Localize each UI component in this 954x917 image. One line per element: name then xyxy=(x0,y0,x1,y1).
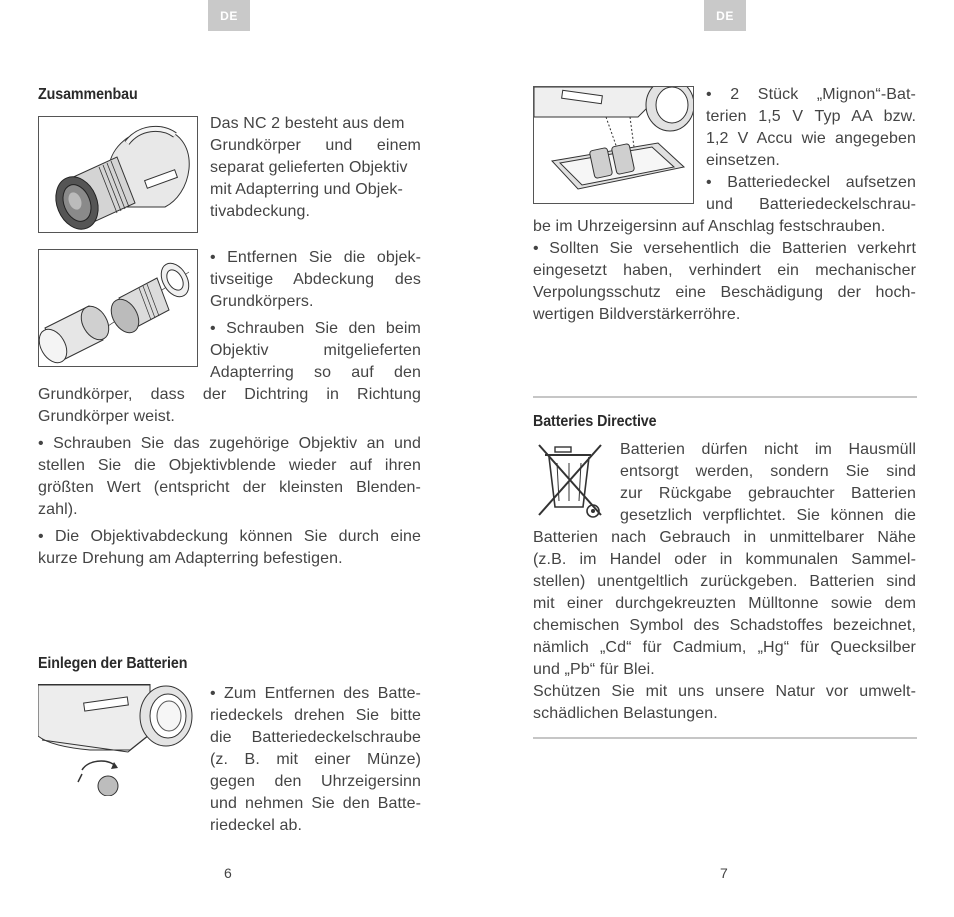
section-heading-batterien: Einlegen der Batterien xyxy=(38,655,188,672)
directive-line-2: entsorgt werden, sondern Sie sind xyxy=(620,463,916,480)
battery-cover-continued xyxy=(533,216,916,326)
battery-b1-line-4: (z. B. mit einer Münze) xyxy=(210,751,421,768)
battery-b1-line-7: riedeckel ab. xyxy=(210,817,303,834)
figure-wheelie-bin xyxy=(533,441,609,521)
assembly-b4-line-2: kurze Drehung am Adapterring befestigen. xyxy=(38,550,343,567)
page-number-left: 6 xyxy=(224,865,232,881)
battery-b1-line-1: • Zum Entfernen des Batte- xyxy=(210,685,421,702)
assembly-bullet-2-continued xyxy=(38,384,421,428)
polarity-line-2: eingesetzt haben, verhindert ein mechanischer xyxy=(533,262,916,279)
directive-cont-line-1: Batterien nach Gebrauch in unmittelbarer Nähe xyxy=(533,529,916,546)
directive-cont-line-2: (z.B. im Handel oder in kommunalen Sammel- xyxy=(533,551,916,568)
intro-line-4: mit Adapterring und Objek- xyxy=(210,181,403,198)
battery-insert-line-1: • 2 Stück „Mignon“-Bat- xyxy=(706,86,916,103)
crossed-out-wheelie-bin-icon xyxy=(533,441,609,521)
directive-cont-line-6: nämlich „Cd“ für Cadmium, „Hg“ für Quecksilber xyxy=(533,639,916,656)
language-tab-left: DE xyxy=(208,0,250,31)
assembly-b1-line-3: Grundkörpers. xyxy=(210,293,314,310)
directive-line-1: Batterien dürfen nicht im Hausmüll xyxy=(620,441,916,458)
language-tab-right: DE xyxy=(704,0,746,31)
assembly-b3-line-2: stellen Sie die Objektivblende wieder auf ihren xyxy=(38,457,421,474)
battery-insert-text xyxy=(706,84,916,216)
divider-top xyxy=(533,396,917,398)
assembly-b4-line-1: • Die Objektivabdeckung können Sie durch eine xyxy=(38,528,421,545)
assembly-b2-line-3: Adapterring so auf den xyxy=(210,364,421,381)
directive-cont-line-5: chemischen Symbol des Schadstoffes bezeichnet, xyxy=(533,617,916,634)
assembly-b2-cont-line-1: Grundkörper, dass der Dichtring in Richtung xyxy=(38,386,421,403)
figure-battery-cover xyxy=(38,684,198,796)
battery-removal-text xyxy=(210,683,421,837)
directive-cont-line-3: stellen) unentgeltlich zurückgeben. Batterien sind xyxy=(533,573,916,590)
battery-insert-line-3: 1,2 V Accu wie angegeben xyxy=(706,130,916,147)
polarity-line-3: Verpolungsschutz eine Beschädigung der hoch- xyxy=(533,284,916,301)
assembly-b3-line-4: zahl). xyxy=(38,501,78,518)
assembly-b1-line-2: tivseitige Abdeckung des xyxy=(210,271,421,288)
polarity-line-1: • Sollten Sie versehentlich die Batterien verkehrt xyxy=(533,240,916,257)
intro-line-5: tivabdeckung. xyxy=(210,203,311,220)
battery-compartment-icon xyxy=(534,87,694,204)
polarity-line-4: wertigen Bildverstärkerröhre. xyxy=(533,306,741,323)
assembly-bullet-2 xyxy=(210,318,421,384)
battery-b1-line-6: und nehmen Sie den Batte- xyxy=(210,795,421,812)
directive-cont-line-7: und „Pb“ für Blei. xyxy=(533,661,655,678)
battery-cover-cont-line-1: be im Uhrzeigersinn auf Anschlag festschrauben. xyxy=(533,218,886,235)
battery-b1-line-5: gegen den Uhrzeigersinn xyxy=(210,773,421,790)
exploded-lens-assembly-icon xyxy=(39,250,198,367)
directive-paragraph xyxy=(620,439,916,527)
directive-line-3: zur Rückgabe gebrauchter Batterien xyxy=(620,485,916,502)
directive-line-4: gesetzlich verpflichtet. Sie können die xyxy=(620,507,916,524)
battery-cover-line-1: • Batteriedeckel aufsetzen xyxy=(706,174,916,191)
intro-line-3: separat gelieferten Objektiv xyxy=(210,159,408,176)
assembly-b2-cont-line-2: Grundkörper weist. xyxy=(38,408,175,425)
battery-cover-removal-icon xyxy=(38,684,198,796)
figure-battery-compartment xyxy=(533,86,694,204)
assembly-b3-line-1: • Schrauben Sie das zugehörige Objektiv an und xyxy=(38,435,421,452)
assembly-b3-line-3: größten Wert (entspricht der kleinsten Blenden- xyxy=(38,479,421,496)
directive-cont-line-8: Schützen Sie mit uns unsere Natur vor umwelt- xyxy=(533,683,916,700)
battery-insert-line-4: einsetzen. xyxy=(706,152,780,169)
battery-insert-line-2: terien 1,5 V Typ AA bzw. xyxy=(706,108,916,125)
directive-cont-line-9: schädlichen Belastungen. xyxy=(533,705,718,722)
battery-b1-line-3: die Batteriedeckelschraube xyxy=(210,729,421,746)
figure-exploded-assembly xyxy=(38,249,198,367)
assembly-bullet-3 xyxy=(38,433,421,521)
section-heading-zusammenbau: Zusammenbau xyxy=(38,86,138,103)
figure-device-with-lens xyxy=(38,116,198,233)
intro-line-1: Das NC 2 besteht aus dem xyxy=(210,115,405,132)
intro-line-2: Grundkörper und einem xyxy=(210,137,421,154)
directive-paragraph-continued xyxy=(533,527,916,725)
battery-b1-line-2: riedeckels drehen Sie bitte xyxy=(210,707,421,724)
assembly-b1-line-1: • Entfernen Sie die objek- xyxy=(210,249,421,266)
battery-cover-line-2: und Batteriedeckelschrau- xyxy=(706,196,916,213)
intro-paragraph xyxy=(210,113,421,223)
section-heading-batteries-directive: Batteries Directive xyxy=(533,413,657,430)
assembly-bullet-4 xyxy=(38,526,421,570)
night-vision-device-with-lens-icon xyxy=(39,117,198,233)
assembly-b2-line-2: Objektiv mitgelieferten xyxy=(210,342,421,359)
directive-cont-line-4: mit einer durchgekreuzten Mülltonne sowie dem xyxy=(533,595,916,612)
page-number-right: 7 xyxy=(720,865,728,881)
assembly-bullet-1 xyxy=(210,247,421,313)
divider-bottom xyxy=(533,737,917,739)
assembly-b2-line-1: • Schrauben Sie den beim xyxy=(210,320,421,337)
